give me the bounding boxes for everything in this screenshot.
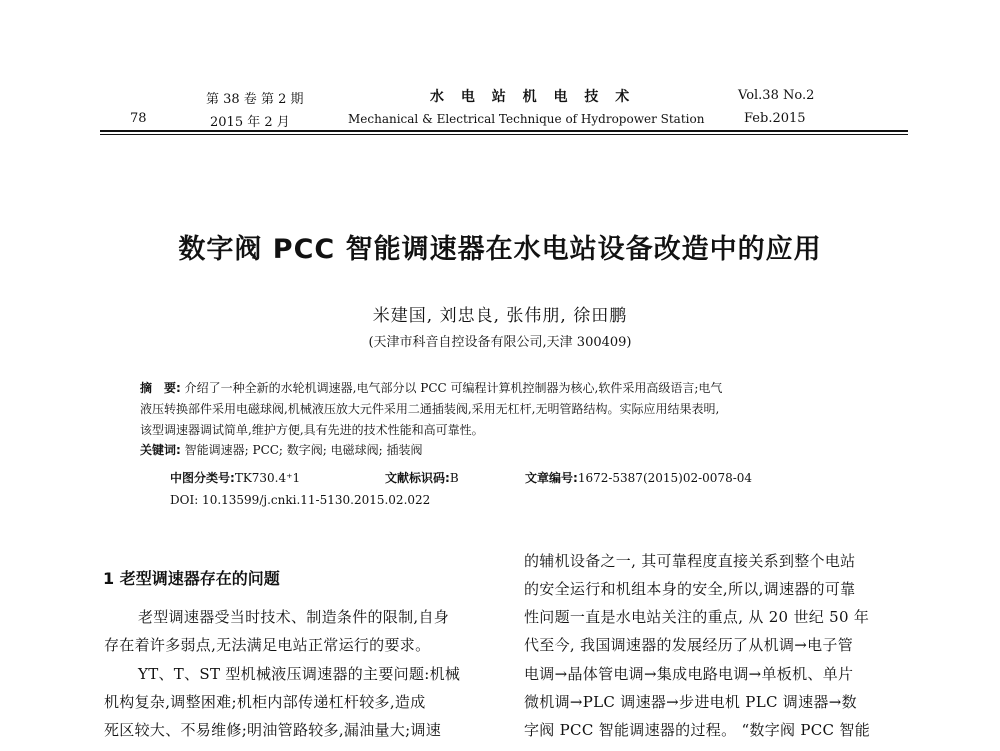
keywords-label: 关键词: [140,443,181,457]
abstract-text-1: 介绍了一种全新的水轮机调速器,电气部分以 PCC 可编程计算机控制器为核心,软件采用高级语言;电气 [184,381,723,395]
left-line-3: YT、T、ST 型机械液压调速器的主要问题:机械 [138,665,461,683]
journal-title-en: Mechanical & Electrical Technique of Hydropower Station [348,112,705,126]
abstract-line-2: 液压转换部件采用电磁球阀,机械液压放大元件采用二通插装阀,采用无杠杆,无明管路结构。实际应用结果表明, [140,402,720,416]
doi: DOI: 10.13599/j.cnki.11-5130.2015.02.022 [170,493,431,507]
section-heading: 1 老型调速器存在的问题 [103,569,280,588]
clc-number [170,469,300,486]
paper-title: 数字阀 PCC 智能调速器在水电站设备改造中的应用 [178,234,822,265]
left-line-5: 死区较大、不易维修;明油管路较多,漏油量大;调速 [104,721,442,739]
header-rule-thin [100,134,908,135]
article-number [525,469,752,486]
date-en: Feb.2015 [744,111,806,126]
paper-authors: 米建国, 刘忠良, 张伟朋, 徐田鹏 [372,306,628,326]
volume-issue-cn: 第 38 卷 第 2 期 [206,92,304,107]
paper-affiliation: (天津市科音自控设备有限公司,天津 300409) [368,335,632,350]
doc-value: B [449,471,459,485]
journal-title-cn: 水 电 站 机 电 技 术 [430,89,636,105]
left-line-1: 老型调速器受当时技术、制造条件的限制,自身 [138,608,450,626]
article-value: 1672-5387(2015)02-0078-04 [577,471,753,485]
right-line-2: 的安全运行和机组本身的安全,所以,调速器的可靠 [524,580,856,598]
header-rule-thick [100,130,908,132]
volume-issue-en: Vol.38 No.2 [738,88,815,103]
abstract-label: 摘 要: [140,381,181,395]
right-line-6: 微机调→PLC 调速器→步进电机 PLC 调速器→数 [524,693,857,711]
right-line-3: 性问题一直是水电站关注的重点, 从 20 世纪 50 年 [524,608,870,626]
clc-label: 中图分类号: [170,471,235,485]
keywords-line [140,441,423,458]
keywords-text: 智能调速器; PCC; 数字阀; 电磁球阀; 插装阀 [184,443,423,457]
abstract-line-1 [140,379,722,396]
right-line-4: 代至今, 我国调速器的发展经历了从机调→电子管 [524,636,854,654]
date-cn: 2015 年 2 月 [210,115,290,130]
clc-value: TK730.4⁺1 [234,471,301,485]
doc-label: 文献标识码: [385,471,450,485]
left-line-4: 机构复杂,调整困难;机柜内部传递杠杆较多,造成 [104,693,426,711]
doc-code [385,469,459,486]
right-line-1: 的辅机设备之一, 其可靠程度直接关系到整个电站 [524,552,856,570]
left-line-2: 存在着许多弱点,无法满足电站正常运行的要求。 [104,636,431,654]
abstract-line-3: 该型调速器调试简单,维护方便,具有先进的技术性能和高可靠性。 [140,423,484,437]
right-line-5: 电调→晶体管电调→集成电路电调→单板机、单片 [524,665,854,683]
article-label: 文章编号: [525,471,578,485]
page-number: 78 [130,111,147,126]
right-line-7: 字阀 PCC 智能调速器的过程。 “数字阀 PCC 智能 [524,721,871,739]
